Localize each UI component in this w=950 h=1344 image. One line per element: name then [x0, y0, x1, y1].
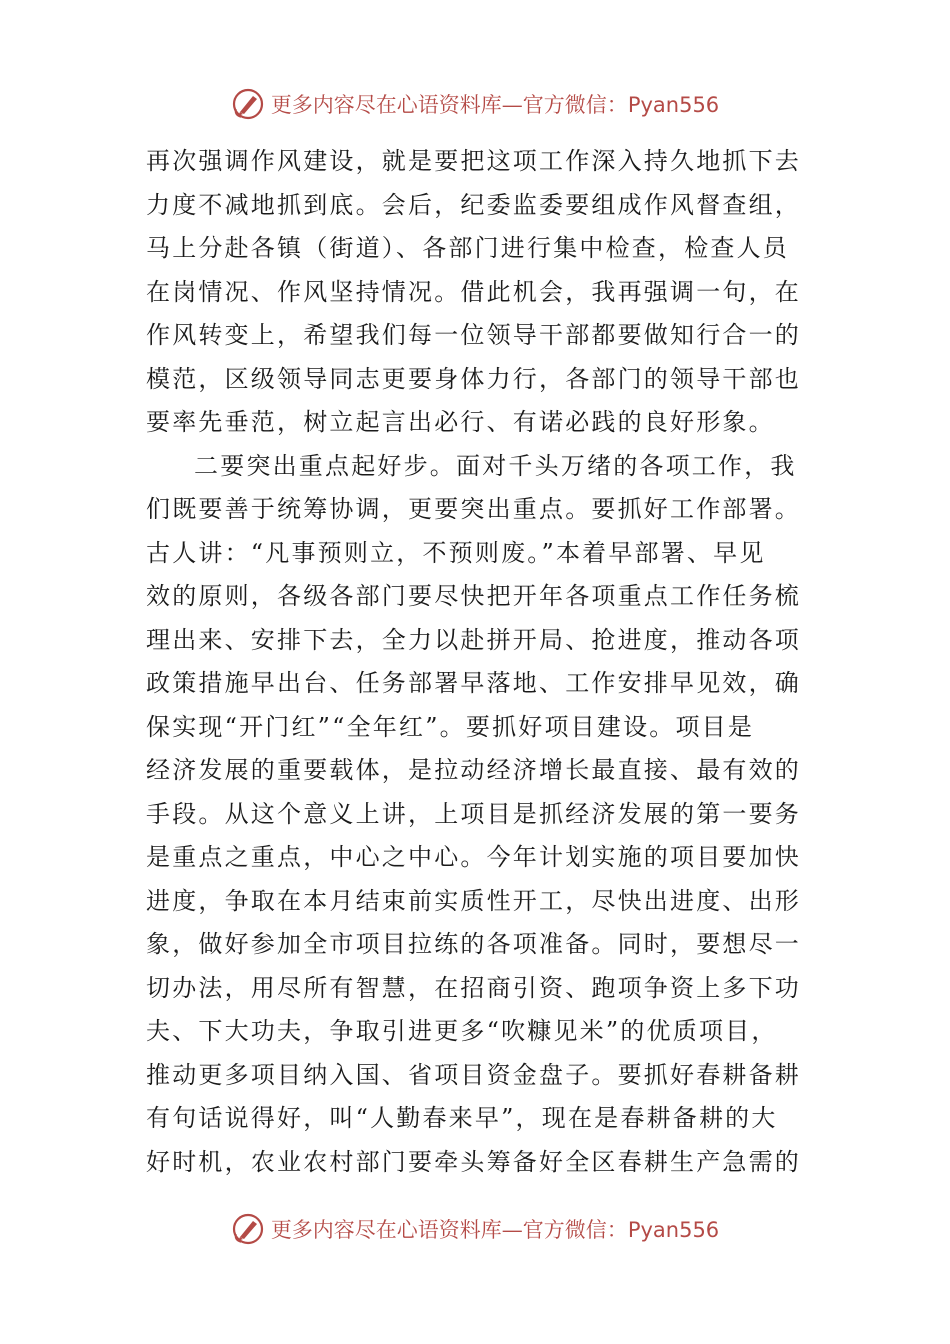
paragraph-start-line: 二要突出重点起好步。面对千头万绪的各项工作，我: [194, 451, 797, 480]
pen-logo-icon: [231, 1212, 265, 1246]
footer-banner-text: 更多内容尽在心语资料库—官方微信：Pyan556: [270, 1218, 720, 1242]
text-line: 是重点之重点，中心之中心。今年计划实施的项目要加快: [146, 843, 801, 871]
text-line: 推动更多项目纳入国、省项目资金盘子。要抓好春耕备耕: [146, 1060, 801, 1089]
text-line: 模范，区级领导同志更要身体力行，各部门的领导干部也: [146, 364, 801, 393]
text-line: 理出来、安排下去，全力以赴拼开局、抢进度，推动各项: [146, 625, 801, 654]
pen-logo-icon: [231, 87, 265, 121]
text-line: 政策措施早出台、任务部署早落地、工作安排早见效，确: [146, 669, 801, 697]
text-line: 们既要善于统筹协调，更要突出重点。要抓好工作部署。: [146, 495, 801, 523]
text-line: 马上分赴各镇（街道）、各部门进行集中检查，检查人员: [146, 234, 789, 262]
text-line: 经济发展的重要载体，是拉动经济增长最直接、最有效的: [146, 756, 801, 784]
text-line: 好时机，农业农村部门要牵头筹备好全区春耕生产急需的: [146, 1147, 801, 1176]
text-line: 手段。从这个意义上讲，上项目是抓经济发展的第一要务: [146, 799, 801, 828]
header-wechat-id: Pyan556: [627, 93, 720, 117]
text-line: 象，做好参加全市项目拉练的各项准备。同时，要想尽一: [146, 930, 801, 958]
text-line: 力度不减地抓到底。会后，纪委监委要组成作风督查组，: [146, 190, 801, 219]
document-body: [146, 140, 816, 1184]
text-line: 作风转变上，希望我们每一位领导干部都要做知行合一的: [146, 321, 801, 349]
header-banner: [0, 84, 950, 124]
footer-wechat-id: Pyan556: [627, 1218, 720, 1242]
header-banner-text: 更多内容尽在心语资料库—官方微信：Pyan556: [270, 93, 720, 117]
text-line: 效的原则，各级各部门要尽快把开年各项重点工作任务梳: [146, 582, 801, 610]
footer-banner: [0, 1209, 950, 1249]
text-line: 保实现“开门红”“全年红”。要抓好项目建设。项目是: [146, 712, 755, 741]
text-line: 在岗情况、作风坚持情况。借此机会，我再强调一句，在: [146, 277, 801, 306]
text-line: 切办法，用尽所有智慧，在招商引资、跑项争资上多下功: [146, 973, 801, 1002]
text-line: 古人讲：“凡事预则立，不预则废。”本着早部署、早见: [146, 538, 766, 567]
text-line: 再次强调作风建设，就是要把这项工作深入持久地抓下去: [146, 147, 801, 175]
text-line: 要率先垂范，树立起言出必行、有诺必践的良好形象。: [146, 408, 775, 436]
text-line: 夫、下大功夫，争取引进更多“吹糠见米”的优质项目，: [146, 1017, 778, 1045]
text-line: 进度，争取在本月结束前实质性开工，尽快出进度、出形: [146, 886, 801, 915]
text-line: 有句话说得好，叫“人勤春来早”，现在是春耕备耕的大: [146, 1104, 778, 1132]
